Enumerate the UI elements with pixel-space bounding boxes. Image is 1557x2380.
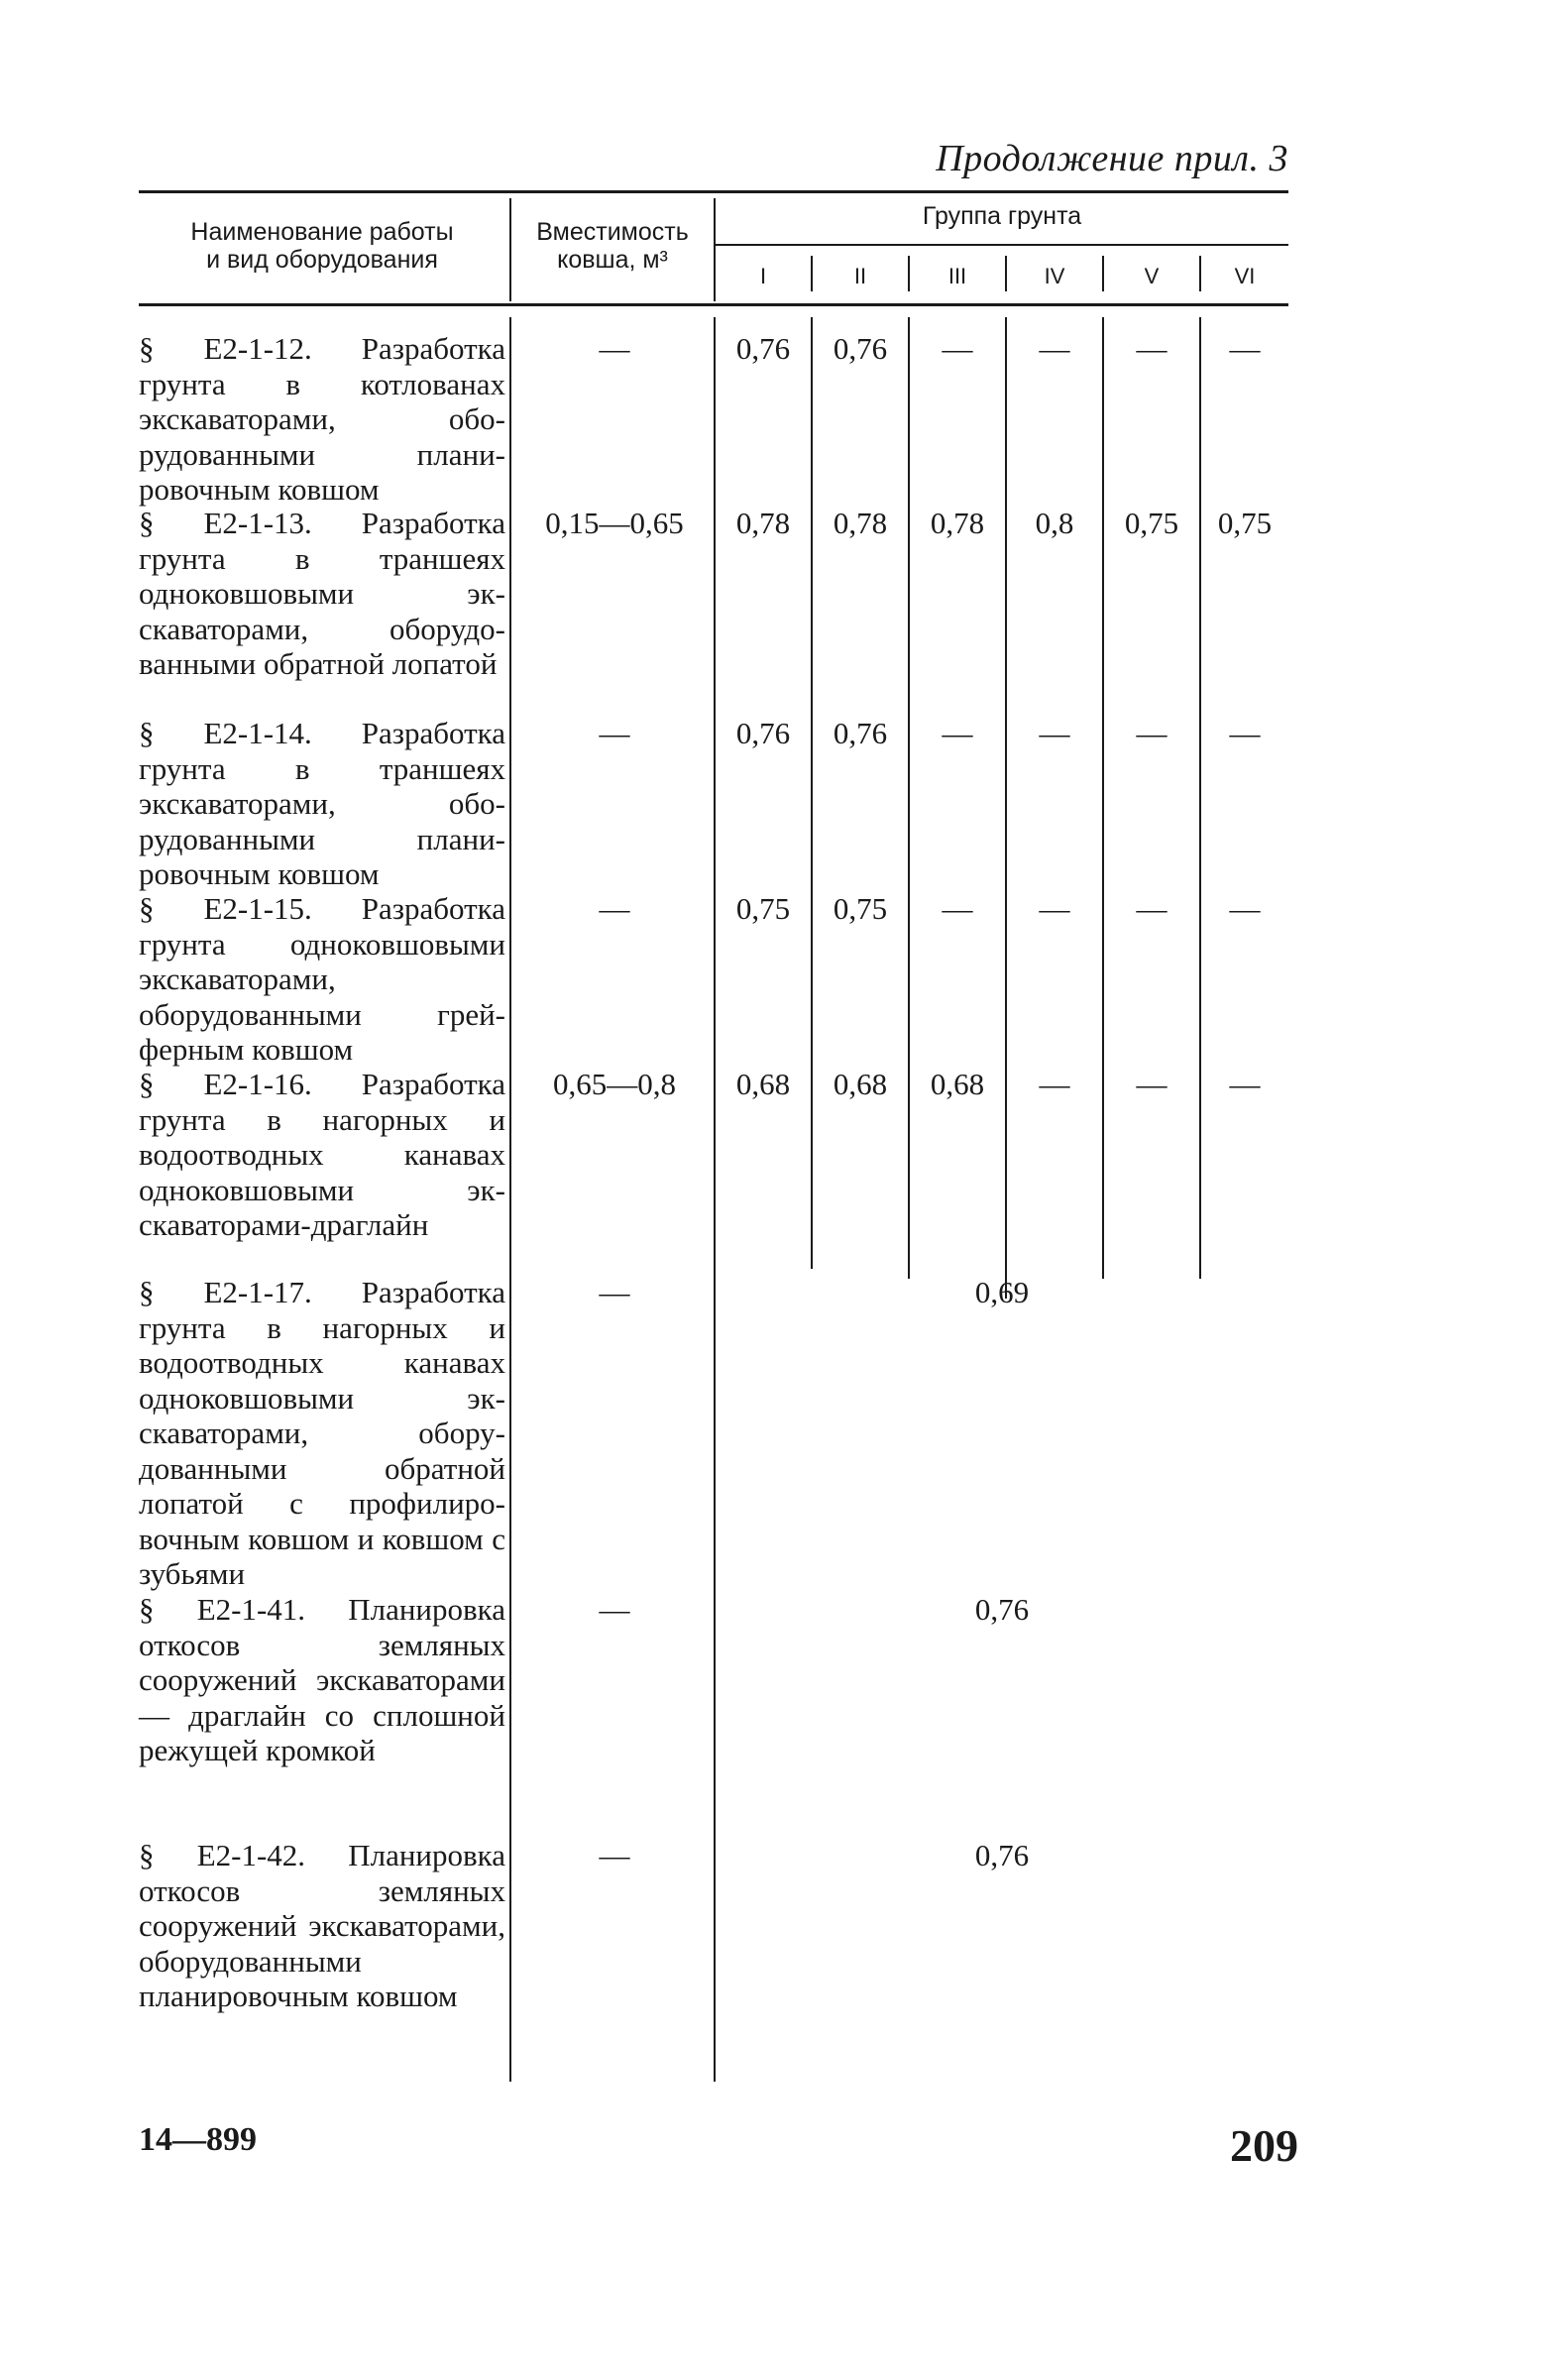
value-V: —: [1136, 891, 1168, 926]
print-order-code: 14—899: [139, 2121, 257, 2158]
row-capacity: —: [599, 1838, 630, 1872]
page-number: 209: [1230, 2120, 1298, 2171]
soil-group-VI: VI: [1234, 264, 1256, 288]
row-capacity: —: [599, 716, 630, 750]
value-II: 0,78: [833, 506, 888, 540]
row-capacity: —: [599, 331, 630, 366]
value-IV: 0,8: [1035, 506, 1074, 540]
value-VI: —: [1229, 1067, 1261, 1101]
value-IV: —: [1039, 716, 1070, 750]
value-I: 0,68: [735, 1067, 791, 1101]
value-II: 0,76: [833, 331, 888, 366]
body-divider-name: [509, 317, 511, 2082]
soil-group-IV: IV: [1044, 264, 1065, 288]
value-IV: —: [1039, 331, 1070, 366]
body-divider-capacity: [714, 317, 716, 2082]
body-divider-II-III: [908, 317, 910, 1279]
value-I: 0,78: [735, 506, 791, 540]
col-name-header-line2: и вид оборудования: [206, 246, 438, 274]
value-I: 0,76: [735, 331, 791, 366]
table-top-rule: [139, 190, 1288, 193]
value-III: 0,78: [930, 506, 985, 540]
value-IV: —: [1039, 891, 1070, 926]
value-IV: —: [1039, 1067, 1070, 1101]
merged-value: 0,69: [974, 1275, 1030, 1309]
soil-group-V: V: [1144, 264, 1160, 288]
body-divider-I-II: [811, 317, 813, 1269]
value-III: —: [942, 331, 973, 366]
row-capacity: —: [599, 1275, 630, 1309]
merged-value: 0,76: [974, 1592, 1030, 1627]
col-name-header: [139, 218, 505, 274]
value-V: —: [1136, 716, 1168, 750]
row-capacity: 0,65—0,8: [553, 1067, 676, 1101]
row-capacity: —: [599, 891, 630, 926]
soil-group-I: I: [759, 264, 767, 288]
row-description: § Е2-1-42. Планировка откосов земляных сооружений экскаваторами, оборудованными планировочным ковшом: [139, 1838, 505, 2013]
row-description: § Е2-1-14. Разработка грунта в траншеях экскаваторами, оборудованными планировочным ковшом: [139, 716, 505, 891]
col-capacity-header-line1: Вместимость: [536, 218, 689, 246]
value-III: 0,68: [930, 1067, 985, 1101]
value-VI: —: [1229, 331, 1261, 366]
row-description: § Е2-1-13. Разработка грунта в траншеях одноковшовыми экскаваторами, оборудованными обратной лопатой: [139, 506, 505, 681]
roman-sep-4: [1102, 256, 1104, 291]
soil-group-header: Группа грунта: [922, 202, 1082, 230]
value-III: —: [942, 716, 973, 750]
roman-sep-1: [811, 256, 813, 291]
col-capacity-header-line2: ковша, м³: [557, 246, 668, 274]
value-II: 0,76: [833, 716, 888, 750]
value-VI: 0,75: [1217, 506, 1273, 540]
header-divider-name: [509, 198, 511, 301]
roman-sep-3: [1005, 256, 1007, 291]
row-description: § Е2-1-41. Планировка откосов земляных сооружений экскаваторами — драглайн со сплошной режущей кромкой: [139, 1592, 505, 1767]
body-divider-IV-V: [1102, 317, 1104, 1279]
col-name-header-line1: Наименование работы: [190, 218, 454, 246]
soil-group-III: III: [947, 264, 967, 288]
soil-group-II: II: [853, 264, 867, 288]
value-I: 0,75: [735, 891, 791, 926]
value-V: —: [1136, 1067, 1168, 1101]
header-bottom-rule: [139, 303, 1288, 306]
row-description: § Е2-1-15. Разработка грунта одноковшовыми экскаваторами, оборудованными грейферным ковшом: [139, 891, 505, 1067]
body-divider-III-IV: [1005, 317, 1007, 1299]
value-II: 0,75: [833, 891, 888, 926]
roman-sep-5: [1199, 256, 1201, 291]
row-description: § Е2-1-17. Разработка грунта в нагорных и водоотводных канавах одноковшовыми экскаваторами, оборудованными обратной лопатой с профилировочным ковшом и ковшом с зубьями: [139, 1275, 505, 1591]
roman-sep-2: [908, 256, 910, 291]
value-VI: —: [1229, 716, 1261, 750]
row-capacity: 0,15—0,65: [545, 506, 684, 540]
value-II: 0,68: [833, 1067, 888, 1101]
body-divider-V-VI: [1199, 317, 1201, 1279]
value-V: —: [1136, 331, 1168, 366]
soil-group-subrule: [716, 244, 1288, 246]
value-V: 0,75: [1124, 506, 1179, 540]
merged-value: 0,76: [974, 1838, 1030, 1872]
value-VI: —: [1229, 891, 1261, 926]
row-description: § Е2-1-16. Разработка грунта в нагорных и водоотводных канавах одноковшовыми экскаваторами-драглайн: [139, 1067, 505, 1242]
row-description: § Е2-1-12. Разработка грунта в котлованах экскаваторами, оборудованными планировочным ковшом: [139, 331, 505, 507]
row-capacity: —: [599, 1592, 630, 1627]
value-I: 0,76: [735, 716, 791, 750]
continuation-note: Продолжение прил. 3: [936, 138, 1288, 179]
value-III: —: [942, 891, 973, 926]
col-capacity-header: [515, 218, 710, 274]
